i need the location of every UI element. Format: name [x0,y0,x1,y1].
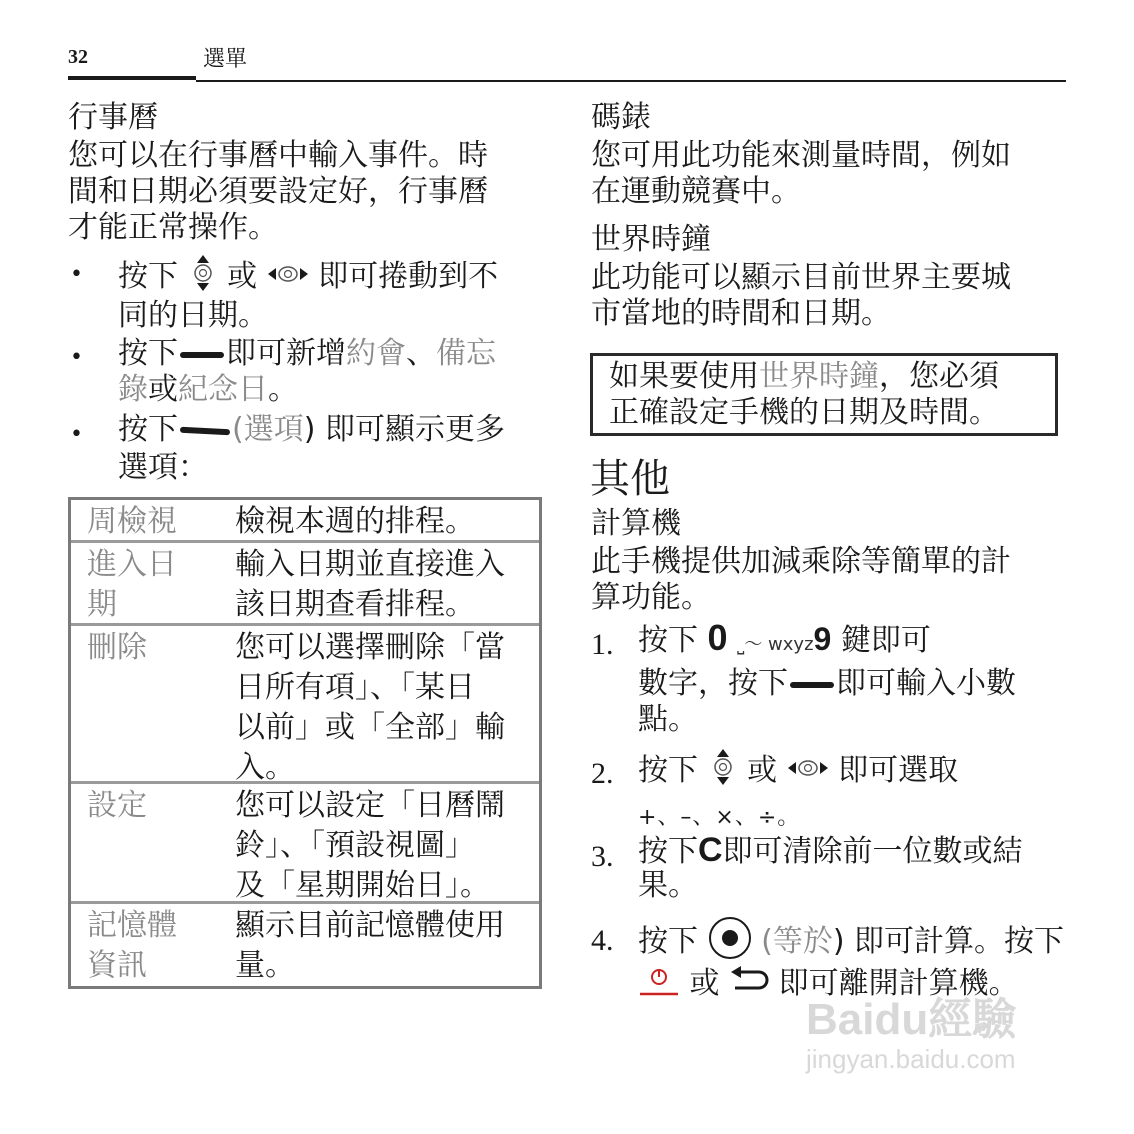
text: 及「星期開始日」。 [235,868,490,903]
text: 進入日 [87,547,177,582]
text: 按下 [638,623,698,658]
step-3-line-1 [638,832,1023,870]
text: 刪除 [87,630,147,665]
stopwatch-text-2: 在運動競賽中。 [591,174,801,209]
bullet-1-line-1 [118,254,498,301]
text: 按下 [118,412,178,447]
world-clock-heading: 世界時鐘 [591,222,711,257]
option-name [87,786,217,826]
operators-text: +、–、×、÷。 [638,805,801,830]
text: 周檢視 [87,504,177,539]
nav-left-right-icon [787,754,829,790]
menu-term: 世界時鐘 [759,359,879,394]
other-heading: 其他 [590,456,670,502]
text: 顯示目前記憶體使用 [235,908,505,943]
text: 。 [268,372,298,407]
step-1-line-2 [638,666,1016,702]
menu-term: 備忘 [436,336,496,371]
nav-up-down-icon [188,254,218,301]
step-1-line-3: 點。 [638,702,698,737]
key-0-icon: 0 [707,617,728,658]
step-1-line-1 [638,617,931,663]
text: 即可清除前一位數或結 [722,834,1023,869]
text: 按下 [118,259,178,294]
step-3-line-2: 果。 [638,868,698,903]
calculator-text-1: 此手機提供加減乘除等簡單的計 [591,544,1011,579]
text: 入。 [235,750,295,785]
bullet-2-line-2 [118,372,298,408]
text: ，您必須 [879,359,999,394]
world-clock-text-1: 此功能可以顯示目前世界主要城 [591,260,1011,295]
text: ) 即可顯示更多 [303,412,505,447]
key-9-icon: 9 [813,621,832,657]
text: 以前」或「全部」輸 [235,710,505,745]
text: 您可以選擇刪除「當 [235,630,505,665]
table-row [71,784,539,904]
option-desc [235,502,535,542]
text: 正確設定手機的日期及時間。 [609,395,999,430]
text: 或 [747,753,778,788]
watermark-url: jingyan.baidu.com [806,1044,1016,1074]
text: 或 [227,259,258,294]
text: 檢視本週的排程。 [235,504,475,539]
table-row [71,626,539,784]
text: 即可輸入小數 [836,666,1016,701]
option-desc [235,906,535,986]
table-row [71,543,539,626]
text: 按下 [638,753,698,788]
table-row [71,904,539,986]
text: 按下 [638,834,698,869]
note-box [590,353,1058,436]
text: 即可捲動到不 [318,259,499,294]
bullet: • [70,262,83,287]
option-name [87,545,217,625]
stopwatch-heading: 碼錶 [591,100,651,135]
header-rule [196,80,1066,82]
menu-term: 等於 [772,924,833,959]
step-number: 2. [591,757,614,790]
text: ( [232,412,244,447]
step-number: 1. [591,628,614,661]
calendar-intro-2: 間和日期必須要設定好，行事曆 [68,174,488,209]
menu-term: 錄 [118,372,148,407]
text: 輸入日期並直接進入 [235,547,505,582]
text: 或 [148,372,178,407]
menu-term: 約會 [346,336,406,371]
step-2-line-1 [638,748,958,795]
text: 設定 [87,788,147,823]
option-desc [235,786,535,906]
text: 如果要使用 [609,359,759,394]
text: 期 [87,587,117,622]
text: 記憶體 [87,908,177,943]
back-key-icon [729,966,769,1003]
text: ( [761,924,773,959]
bullet-3-line-2: 選項： [118,450,208,485]
header-rule-thick [68,76,196,80]
calendar-intro-3: 才能正常操作。 [68,210,278,245]
calculator-text-2: 算功能。 [591,580,711,615]
bullet: • [70,345,83,370]
bullet-1-line-2: 同的日期。 [118,298,268,333]
calendar-heading: 行事曆 [68,100,158,135]
text: 按下 [638,924,698,959]
text: 或 [689,966,720,1001]
text: 量。 [235,948,295,983]
option-name [87,906,217,986]
menu-term: 紀念日 [178,372,268,407]
table-row [71,500,539,543]
calculator-heading: 計算機 [591,506,681,541]
text: 鍵即可 [840,623,931,658]
text: 您可以設定「日曆鬧 [235,788,505,823]
end-key-icon [638,962,680,1007]
clear-key-icon: C [698,831,723,869]
stopwatch-text-1: 您可用此功能來測量時間，例如 [591,138,1011,173]
bullet: • [70,422,83,447]
watermark-brand: Baidu經驗 [806,995,1017,1044]
option-desc [235,545,535,625]
soft-key-icon [180,426,230,435]
world-clock-text-2: 市當地的時間和日期。 [591,296,891,331]
text: 資訊 [87,948,147,983]
option-name [87,628,217,668]
key-range-text: ⎵～ wxyz [737,634,814,655]
step-number: 3. [591,840,614,873]
note-text [609,359,1049,431]
text: 即可離開計算機。 [778,966,1019,1001]
text: 即可選取 [838,753,959,788]
option-name [87,502,217,542]
step-number: 4. [591,924,614,957]
calendar-options-table [68,497,542,989]
watermark [806,996,1016,1074]
section-title: 選單 [203,47,248,72]
text: 、 [406,336,436,371]
soft-key-icon [790,682,834,688]
soft-key-icon [180,352,224,358]
nav-left-right-icon [267,260,309,296]
text: 即可新增 [226,336,346,371]
calendar-intro-1: 您可以在行事曆中輸入事件。時 [68,138,488,173]
nav-up-down-icon [708,748,738,795]
text: ) 即可計算。按下 [832,924,1065,959]
menu-term: 選項 [243,412,304,447]
page-number: 32 [68,46,88,68]
text: 數字，按下 [638,666,788,701]
text: 該日期查看排程。 [235,587,475,622]
option-desc [235,628,535,788]
text: 日所有項」、「某日 [235,670,475,705]
text: 按下 [118,336,178,371]
text: 鈴」、「預設視圖」 [235,828,475,863]
bullet-2-line-1 [118,336,496,372]
bullet-3-line-1 [118,412,505,448]
